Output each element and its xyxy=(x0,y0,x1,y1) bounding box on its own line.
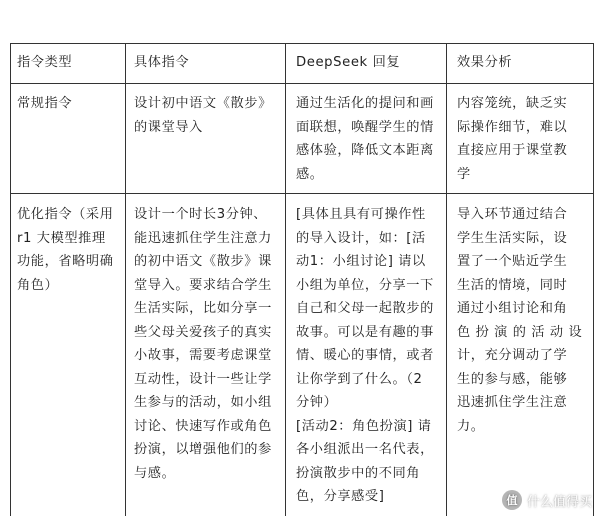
watermark-logo-icon: 值 xyxy=(502,490,522,510)
row2-analysis: 导入环节通过结合 学生生活实际，设 置了一个贴近学生 生活的情境，同时 通过小组讨论和角 色 扮 演 的 活 动 设 计，充分调动了学 生的参与感，能够 迅速抓住学生注意 力。 xyxy=(457,207,583,434)
table-rule-header xyxy=(10,83,594,84)
row2-instruction: 设计一个时长3分钟、 能迅速抓住学生注意力 的初中语文《散步》课 堂导入。要求结合学生 生活实际，比如分享一 些父母关爱孩子的真实 小故事，需要考虑课堂 互动性，设计一些让学 生参与的活动，如小组 讨论、快速写作或角色 扮演，以增强他们的参 与感。 xyxy=(134,207,272,481)
row1-instruction: 设计初中语文《散步》 的课堂导入 xyxy=(134,96,272,135)
table-rule-col2 xyxy=(285,43,286,516)
site-watermark xyxy=(502,490,592,510)
table-rule-col1 xyxy=(125,43,126,516)
header-deepseek-reply: DeepSeek 回复 xyxy=(296,55,401,70)
table-rule-left xyxy=(10,43,11,516)
header-effect-analysis: 效果分析 xyxy=(457,55,513,70)
header-instruction-type: 指令类型 xyxy=(17,55,73,70)
row1-type: 常规指令 xyxy=(17,96,73,111)
table-rule-right xyxy=(593,43,594,516)
row1-reply: 通过生活化的提问和画 面联想，唤醒学生的情 感体验，降低文本距离 感。 xyxy=(296,96,434,182)
row2-reply: [具体且具有可操作性 的导入设计，如：[活 动1：小组讨论] 请以 小组为单位，分享一下 自己和父母一起散步的 故事。可以是有趣的事 情、暖心的事情，或者 让你学到了什么。（2 分钟） [活动2：角色扮演] 请 各小组派出一名代表， 扮演散步中的不同角 色，分享感受] xyxy=(296,207,434,504)
row1-analysis: 内容笼统，缺乏实 际操作细节，难以 直接应用于课堂教 学 xyxy=(457,96,568,182)
table-rule-top xyxy=(10,43,594,44)
watermark-text: 什么值得买 xyxy=(526,494,592,510)
table-rule-col3 xyxy=(446,43,447,516)
row2-type: 优化指令（采用 r1 大模型推理 功能，省略明确 角色） xyxy=(17,207,114,293)
table-rule-row1 xyxy=(10,193,594,194)
header-specific-instruction: 具体指令 xyxy=(134,55,190,70)
